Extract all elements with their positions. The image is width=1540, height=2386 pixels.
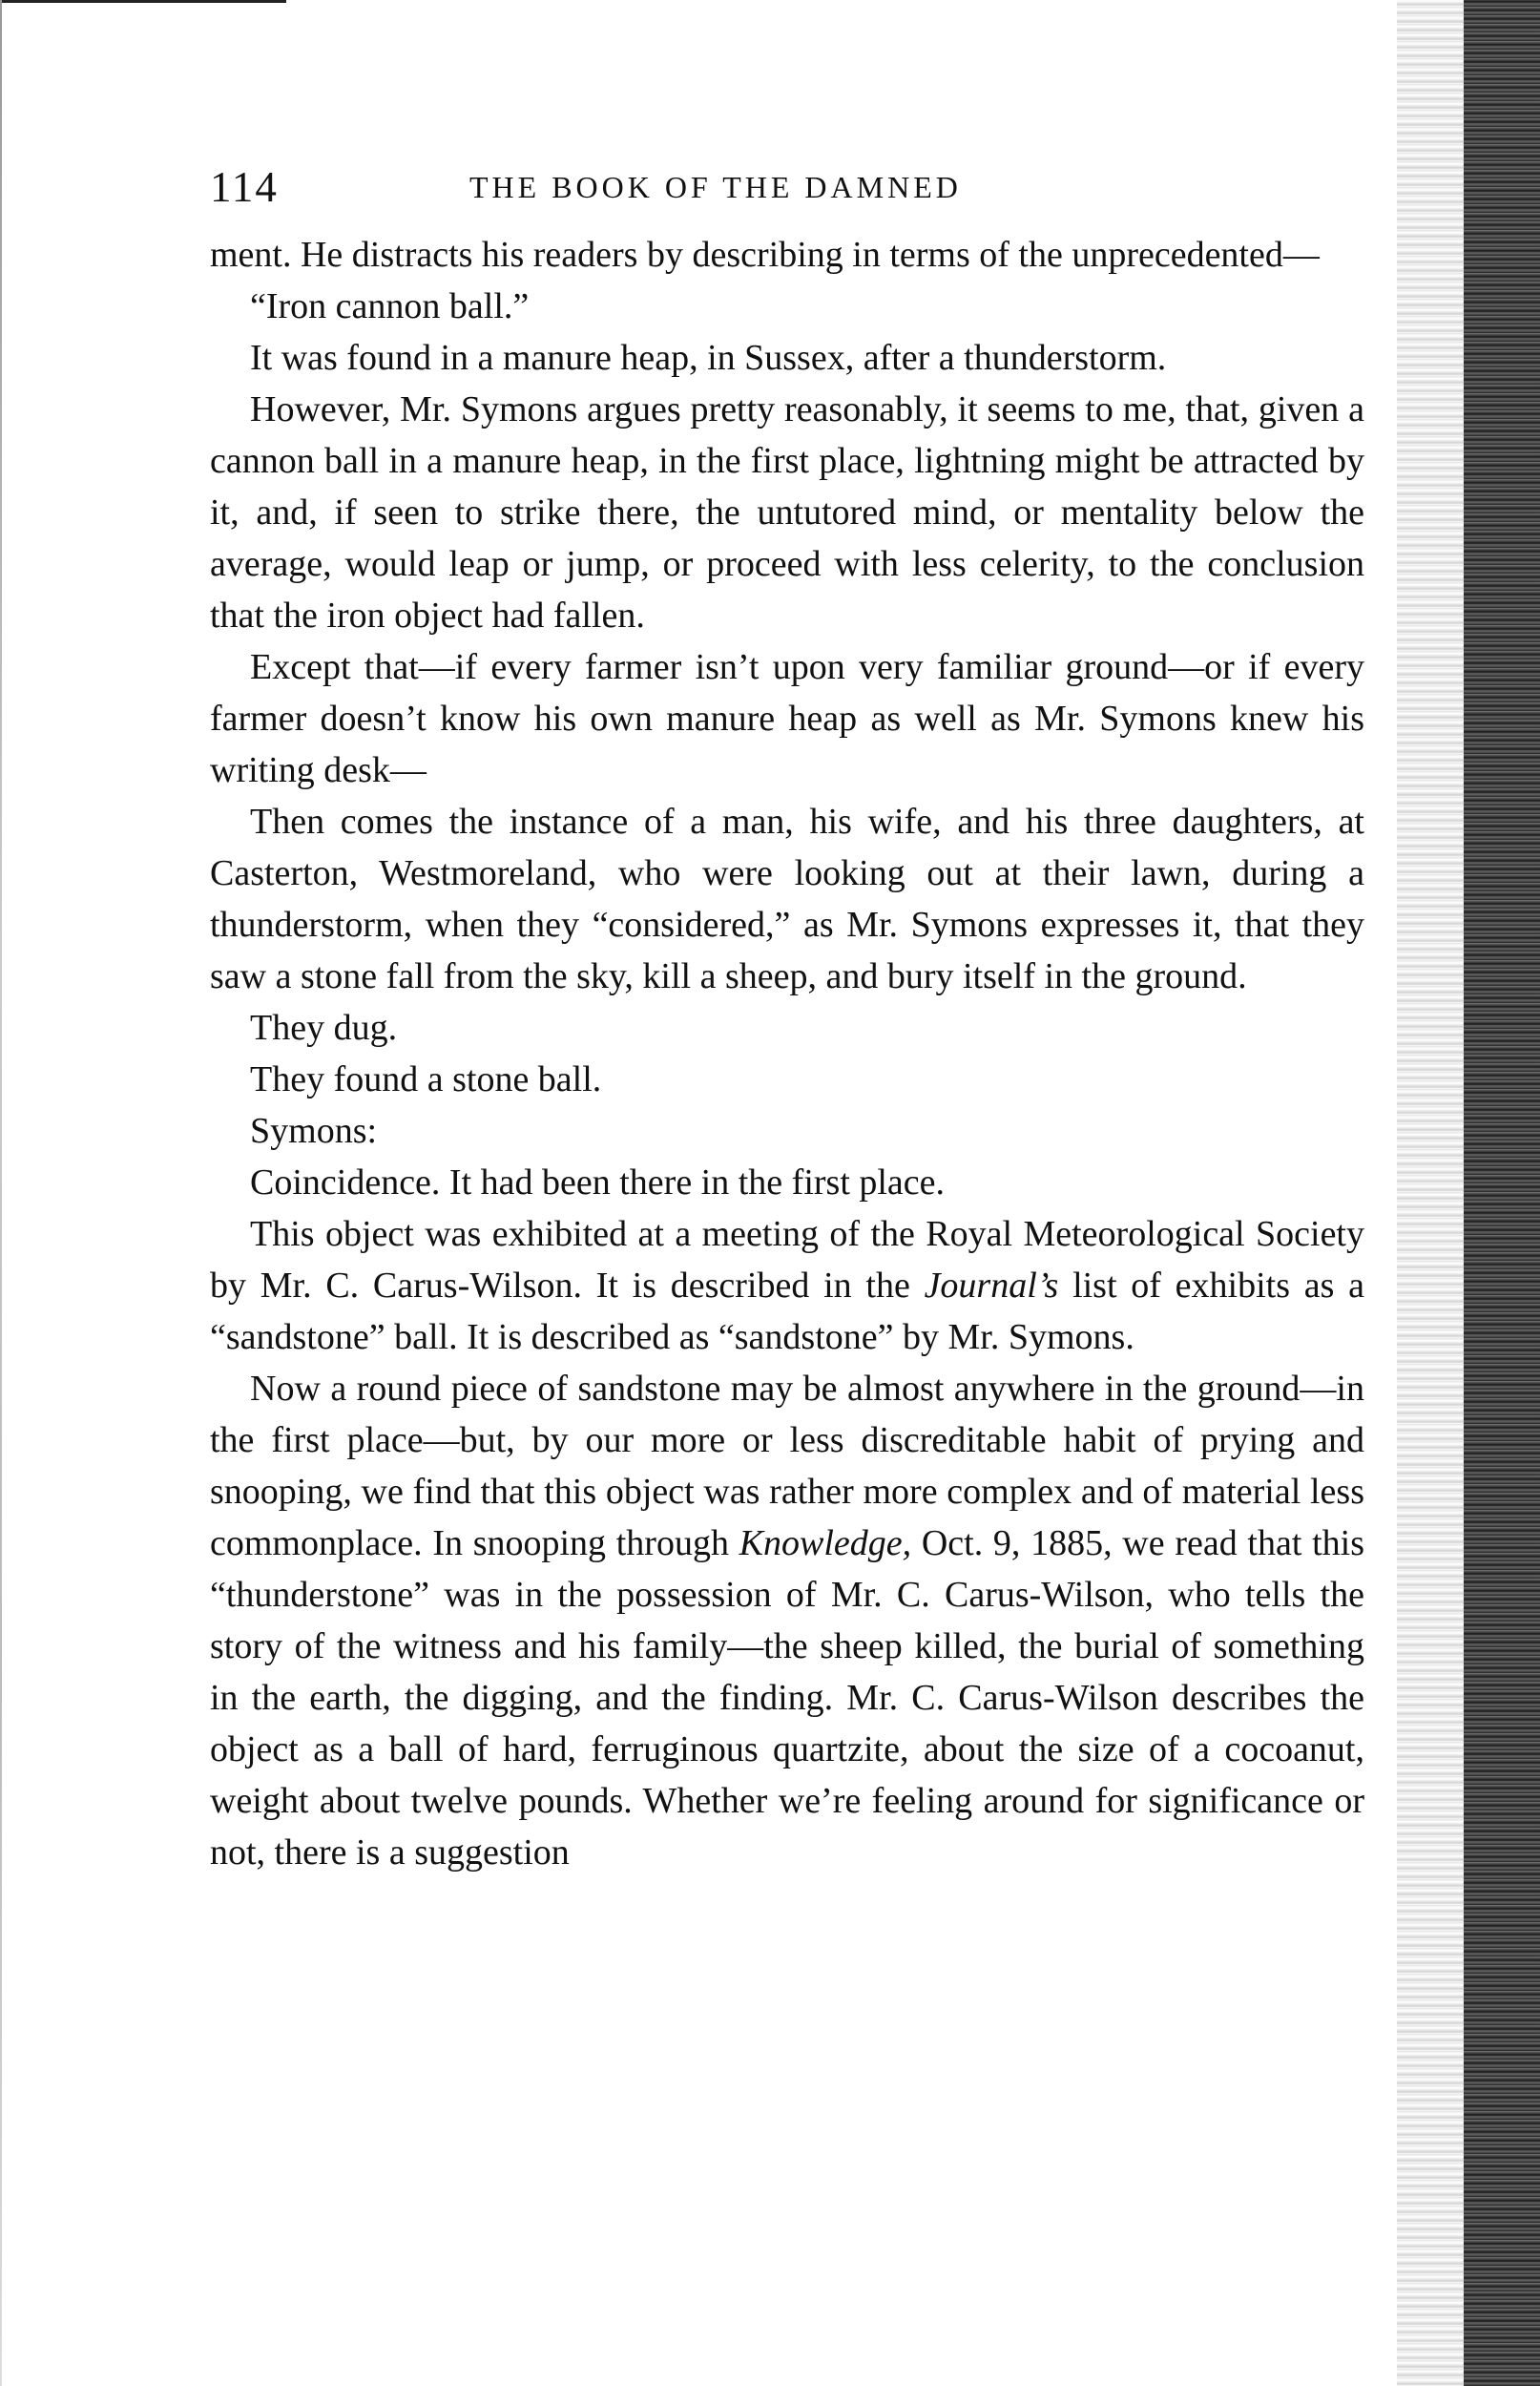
paragraph-5: Except that—if every farmer isn’t upon very familiar ground—or if every farmer doesn’t know his own manure heap as well as Mr. Symons knew his writing desk— (210, 647, 1364, 790)
paragraph-1: ment. He distracts his readers by describing in terms of the unprecedented— (210, 235, 1320, 275)
paragraph-8: They found a stone ball. (250, 1059, 602, 1099)
paragraph-3: It was found in a manure heap, in Sussex, after a thunderstorm. (250, 338, 1167, 378)
top-scan-rule (0, 0, 286, 3)
page-number: 114 (210, 163, 279, 211)
paragraph-10: Coincidence. It had been there in the first place. (250, 1162, 946, 1203)
knowledge-text-after: Oct. 9, 1885, we read that this “thunderstone” was in the possession of Mr. C. Carus-Wilson, who tells the story of the witness and his family—the sheep killed, the burial of something in the earth, the digging, and the finding. Mr. C. Carus-Wilson describes the object as a ball of hard, ferruginous quartzite, about the size of a cocoanut, weight about twelve pounds. Whether we’re feeling around for significance or not, there is a suggestion (210, 1523, 1364, 1873)
paragraph-9: Symons: (250, 1111, 378, 1151)
journal-text-before: This object was exhibited at a meeting of the Royal Meteorological Society by Mr. C. Carus-Wilson. It is described in the (210, 1214, 1364, 1306)
journal-title: Journal’s (924, 1266, 1059, 1306)
binding-shadow (1464, 0, 1540, 2386)
paragraph-2: “Iron cannon ball.” (250, 286, 530, 326)
running-title: THE BOOK OF THE DAMNED (469, 170, 962, 204)
text-block (210, 162, 1364, 1878)
paragraph-6: Then comes the instance of a man, his wife, and his three daughters, at Casterton, Westmoreland, who were looking out at their lawn, during a thunderstorm, when they “considered,” as Mr. Symons expresses it, that they saw a stone fall from the sky, kill a sheep, and bury itself in the ground. (210, 802, 1364, 996)
paragraph-4: However, Mr. Symons argues pretty reasonably, it seems to me, that, given a cannon ball in a manure heap, in the first place, lightning might be attracted by it, and, if seen to strike there, the untutored mind, or mentality below the average, would leap or jump, or proceed with less celerity, to the conclusion that the iron object had fallen. (210, 389, 1364, 636)
binding-shadow-fade (1397, 0, 1464, 2386)
running-head (210, 162, 1364, 229)
journal-text-after: list of exhibits as a “sandstone” ball. It is described as “sandstone” by Mr. Symons. (210, 1266, 1364, 1357)
knowledge-text-before: Now a round piece of sandstone may be almost anywhere in the ground—in the first place—but, by our more or less discreditable habit of prying and snooping, we find that this object was rather more complex and of material less commonplace. In snooping through (210, 1369, 1364, 1563)
paragraph-journal (210, 1208, 1364, 1363)
left-scan-edge (0, 0, 2, 2386)
paragraph-7: They dug. (250, 1008, 398, 1048)
knowledge-title: Knowledge, (739, 1523, 912, 1563)
paragraph-knowledge (210, 1363, 1364, 1878)
